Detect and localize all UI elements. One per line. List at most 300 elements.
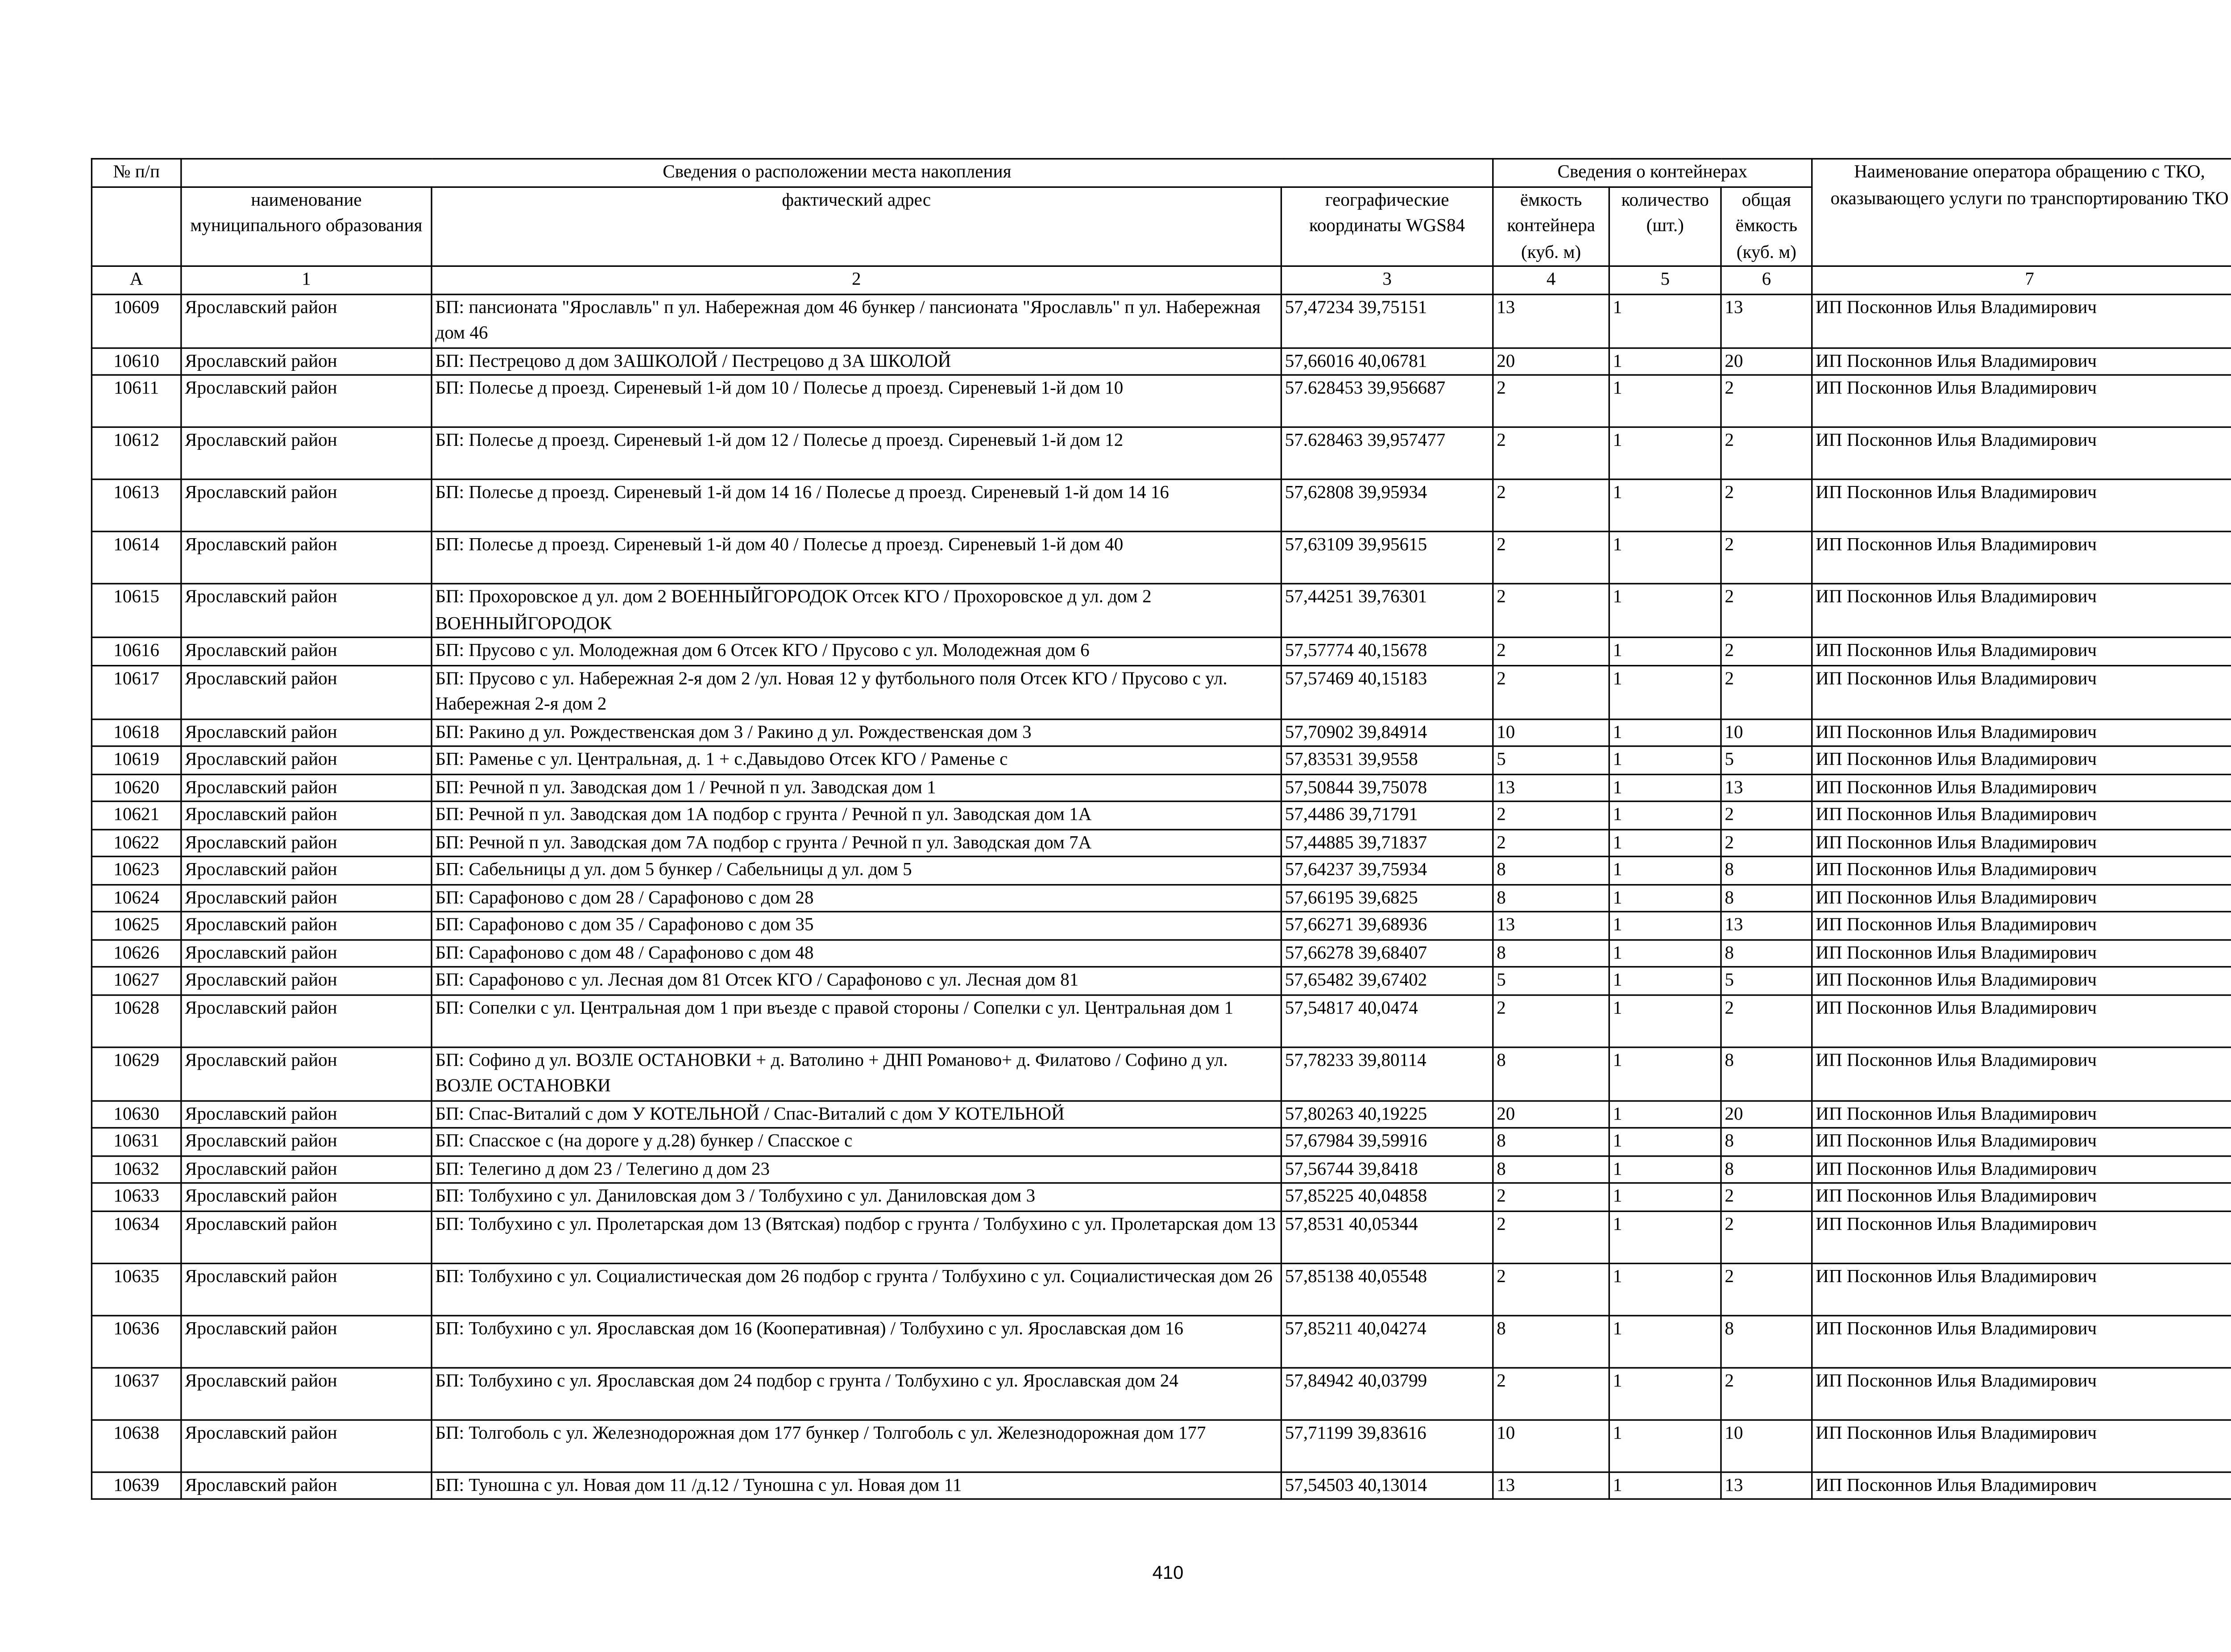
cell-municipality: Ярославский район	[181, 665, 431, 718]
cell-coords: 57,65482 39,67402	[1281, 967, 1493, 995]
cell-municipality: Ярославский район	[181, 967, 431, 995]
cell-volume: 8	[1493, 1046, 1609, 1100]
cell-address: БП: Сарафоново с ул. Лесная дом 81 Отсек КГО / Сарафоново с ул. Лесная дом 81	[431, 967, 1281, 995]
cell-operator: ИП Посконнов Илья Владимирович	[1812, 584, 2231, 637]
cell-num: 10625	[91, 912, 181, 939]
header-containers-group: Сведения о контейнерах	[1493, 159, 1812, 187]
cell-coords: 57,85225 40,04858	[1281, 1183, 1493, 1211]
header-count: количество (шт.)	[1609, 187, 1721, 266]
table-row	[91, 801, 2231, 829]
cell-count: 1	[1609, 427, 1721, 479]
cell-num: 10630	[91, 1100, 181, 1128]
cell-count: 1	[1609, 1128, 1721, 1155]
table-row	[91, 1419, 2231, 1471]
cell-count: 1	[1609, 294, 1721, 347]
cell-count: 1	[1609, 718, 1721, 746]
cell-num: 10619	[91, 746, 181, 774]
cell-total: 8	[1721, 1315, 1812, 1367]
header-num: № п/п	[91, 159, 181, 187]
cell-coords: 57,4486 39,71791	[1281, 801, 1493, 829]
cell-address: БП: Полесье д проезд. Сиреневый 1-й дом 40 / Полесье д проезд. Сиреневый 1-й дом 40	[431, 531, 1281, 584]
cell-total: 2	[1721, 801, 1812, 829]
cell-count: 1	[1609, 1046, 1721, 1100]
cell-count: 1	[1609, 1367, 1721, 1420]
cell-operator: ИП Посконнов Илья Владимирович	[1812, 1211, 2231, 1263]
cell-municipality: Ярославский район	[181, 427, 431, 479]
cell-municipality: Ярославский район	[181, 347, 431, 375]
table-row	[91, 637, 2231, 665]
cell-volume: 2	[1493, 665, 1609, 718]
cell-municipality: Ярославский район	[181, 1263, 431, 1315]
table-row	[91, 746, 2231, 774]
cell-municipality: Ярославский район	[181, 584, 431, 637]
cell-municipality: Ярославский район	[181, 912, 431, 939]
cell-volume: 13	[1493, 294, 1609, 347]
cell-num: 10612	[91, 427, 181, 479]
cell-operator: ИП Посконнов Илья Владимирович	[1812, 912, 2231, 939]
cell-count: 1	[1609, 912, 1721, 939]
cell-municipality: Ярославский район	[181, 884, 431, 912]
cell-num: 10622	[91, 829, 181, 856]
cell-total: 8	[1721, 1155, 1812, 1183]
cell-num: 10613	[91, 479, 181, 531]
cell-municipality: Ярославский район	[181, 1315, 431, 1367]
cell-volume: 2	[1493, 479, 1609, 531]
table-row	[91, 427, 2231, 479]
cell-operator: ИП Посконнов Илья Владимирович	[1812, 939, 2231, 967]
cell-municipality: Ярославский район	[181, 939, 431, 967]
cell-volume: 13	[1493, 912, 1609, 939]
cell-count: 1	[1609, 531, 1721, 584]
cell-municipality: Ярославский район	[181, 1183, 431, 1211]
cell-municipality: Ярославский район	[181, 829, 431, 856]
cell-num: 10627	[91, 967, 181, 995]
table-row	[91, 1471, 2231, 1499]
cell-coords: 57,50844 39,75078	[1281, 774, 1493, 801]
cell-municipality: Ярославский район	[181, 479, 431, 531]
cell-coords: 57,57469 40,15183	[1281, 665, 1493, 718]
cell-operator: ИП Посконнов Илья Владимирович	[1812, 637, 2231, 665]
cell-operator: ИП Посконнов Илья Владимирович	[1812, 774, 2231, 801]
cell-count: 1	[1609, 375, 1721, 427]
cell-num: 10626	[91, 939, 181, 967]
cell-total: 8	[1721, 856, 1812, 884]
cell-municipality: Ярославский район	[181, 375, 431, 427]
cell-total: 13	[1721, 1471, 1812, 1499]
cell-operator: ИП Посконнов Илья Владимирович	[1812, 1128, 2231, 1155]
cell-operator: ИП Посконнов Илья Владимирович	[1812, 1263, 2231, 1315]
cell-total: 20	[1721, 347, 1812, 375]
cell-count: 1	[1609, 967, 1721, 995]
table-row	[91, 1263, 2231, 1315]
cell-coords: 57,85138 40,05548	[1281, 1263, 1493, 1315]
cell-volume: 8	[1493, 1155, 1609, 1183]
cell-total: 13	[1721, 774, 1812, 801]
cell-operator: ИП Посконнов Илья Владимирович	[1812, 829, 2231, 856]
cell-total: 2	[1721, 427, 1812, 479]
cell-count: 1	[1609, 1419, 1721, 1471]
cell-address: БП: Прохоровское д ул. дом 2 ВОЕННЫЙГОРОДОК Отсек КГО / Прохоровское д ул. дом 2 ВОЕННЫЙГОРОДОК	[431, 584, 1281, 637]
cell-num: 10635	[91, 1263, 181, 1315]
cell-address: БП: Речной п ул. Заводская дом 7А подбор с грунта / Речной п ул. Заводская дом 7А	[431, 829, 1281, 856]
cell-coords: 57,56744 39,8418	[1281, 1155, 1493, 1183]
table-row	[91, 1315, 2231, 1367]
cell-operator: ИП Посконнов Илья Владимирович	[1812, 347, 2231, 375]
cell-num: 10618	[91, 718, 181, 746]
cell-coords: 57,66271 39,68936	[1281, 912, 1493, 939]
cell-volume: 13	[1493, 1471, 1609, 1499]
cell-address: БП: Полесье д проезд. Сиреневый 1-й дом 14 16 / Полесье д проезд. Сиреневый 1-й дом 14 16	[431, 479, 1281, 531]
cell-count: 1	[1609, 665, 1721, 718]
table-row	[91, 479, 2231, 531]
cell-address: БП: Прусово с ул. Молодежная дом 6 Отсек КГО / Прусово с ул. Молодежная дом 6	[431, 637, 1281, 665]
cell-num: 10616	[91, 637, 181, 665]
cell-volume: 2	[1493, 637, 1609, 665]
cell-total: 8	[1721, 884, 1812, 912]
cell-count: 1	[1609, 746, 1721, 774]
cell-count: 1	[1609, 1155, 1721, 1183]
cell-total: 5	[1721, 967, 1812, 995]
header-volume: ёмкость контейнера (куб. м)	[1493, 187, 1609, 266]
cell-address: БП: Прусово с ул. Набережная 2-я дом 2 /ул. Новая 12 у футбольного поля Отсек КГО / Прусово с ул. Набережная 2-я дом 2	[431, 665, 1281, 718]
cell-count: 1	[1609, 1263, 1721, 1315]
cell-address: БП: пансионата "Ярославль" п ул. Набережная дом 46 бункер / пансионата "Ярославль" п ул. Набережная дом 46	[431, 294, 1281, 347]
cell-num: 10621	[91, 801, 181, 829]
cell-coords: 57,66016 40,06781	[1281, 347, 1493, 375]
cell-operator: ИП Посконнов Илья Владимирович	[1812, 856, 2231, 884]
cell-num: 10638	[91, 1419, 181, 1471]
table-row	[91, 829, 2231, 856]
table-row	[91, 856, 2231, 884]
cell-operator: ИП Посконнов Илья Владимирович	[1812, 1419, 2231, 1471]
cell-coords: 57,47234 39,75151	[1281, 294, 1493, 347]
registry-table	[91, 158, 2231, 1500]
cell-address: БП: Речной п ул. Заводская дом 1 / Речной п ул. Заводская дом 1	[431, 774, 1281, 801]
cell-coords: 57,44885 39,71837	[1281, 829, 1493, 856]
cell-coords: 57,8531 40,05344	[1281, 1211, 1493, 1263]
cell-municipality: Ярославский район	[181, 1100, 431, 1128]
cell-municipality: Ярославский район	[181, 1128, 431, 1155]
header-operator: Наименование оператора обращению с ТКО, оказывающего услуги по транспортированию ТКО	[1812, 159, 2231, 266]
cell-operator: ИП Посконнов Илья Владимирович	[1812, 801, 2231, 829]
cell-volume: 20	[1493, 347, 1609, 375]
cell-coords: 57,80263 40,19225	[1281, 1100, 1493, 1128]
cell-volume: 8	[1493, 1315, 1609, 1367]
cell-count: 1	[1609, 856, 1721, 884]
cell-volume: 2	[1493, 375, 1609, 427]
cell-operator: ИП Посконнов Илья Владимирович	[1812, 994, 2231, 1046]
cell-volume: 2	[1493, 1263, 1609, 1315]
cell-total: 8	[1721, 1128, 1812, 1155]
cell-count: 1	[1609, 347, 1721, 375]
column-index: 4	[1493, 266, 1609, 294]
cell-volume: 2	[1493, 1211, 1609, 1263]
cell-total: 2	[1721, 479, 1812, 531]
cell-total: 13	[1721, 912, 1812, 939]
cell-count: 1	[1609, 1315, 1721, 1367]
table-row	[91, 774, 2231, 801]
cell-address: БП: Толбухино с ул. Ярославская дом 16 (Кооперативная) / Толбухино с ул. Ярославская дом 16	[431, 1315, 1281, 1367]
cell-address: БП: Туношна с ул. Новая дом 11 /д.12 / Туношна с ул. Новая дом 11	[431, 1471, 1281, 1499]
table-row	[91, 884, 2231, 912]
cell-total: 8	[1721, 1046, 1812, 1100]
cell-count: 1	[1609, 994, 1721, 1046]
cell-total: 5	[1721, 746, 1812, 774]
cell-count: 1	[1609, 479, 1721, 531]
cell-address: БП: Софино д ул. ВОЗЛЕ ОСТАНОВКИ + д. Ватолино + ДНП Романово+ д. Филатово / Софино д ул. ВОЗЛЕ ОСТАНОВКИ	[431, 1046, 1281, 1100]
table-row	[91, 1367, 2231, 1420]
cell-total: 8	[1721, 939, 1812, 967]
column-index: 2	[431, 266, 1281, 294]
cell-total: 2	[1721, 1183, 1812, 1211]
cell-coords: 57,44251 39,76301	[1281, 584, 1493, 637]
cell-address: БП: Толбухино с ул. Даниловская дом 3 / Толбухино с ул. Даниловская дом 3	[431, 1183, 1281, 1211]
cell-volume: 8	[1493, 856, 1609, 884]
cell-operator: ИП Посконнов Илья Владимирович	[1812, 1367, 2231, 1420]
cell-count: 1	[1609, 939, 1721, 967]
cell-coords: 57,70902 39,84914	[1281, 718, 1493, 746]
cell-total: 13	[1721, 294, 1812, 347]
cell-total: 2	[1721, 1211, 1812, 1263]
header-num-empty	[91, 187, 181, 266]
cell-num: 10628	[91, 994, 181, 1046]
cell-address: БП: Толбухино с ул. Социалистическая дом 26 подбор с грунта / Толбухино с ул. Социалистическая дом 26	[431, 1263, 1281, 1315]
cell-count: 1	[1609, 774, 1721, 801]
cell-operator: ИП Посконнов Илья Владимирович	[1812, 665, 2231, 718]
column-index: 3	[1281, 266, 1493, 294]
cell-operator: ИП Посконнов Илья Владимирович	[1812, 294, 2231, 347]
cell-num: 10634	[91, 1211, 181, 1263]
cell-total: 2	[1721, 665, 1812, 718]
column-index: 7	[1812, 266, 2231, 294]
cell-total: 10	[1721, 718, 1812, 746]
cell-volume: 5	[1493, 967, 1609, 995]
table-row	[91, 347, 2231, 375]
cell-municipality: Ярославский район	[181, 1367, 431, 1420]
cell-num: 10629	[91, 1046, 181, 1100]
cell-volume: 10	[1493, 1419, 1609, 1471]
cell-municipality: Ярославский район	[181, 531, 431, 584]
cell-num: 10623	[91, 856, 181, 884]
cell-municipality: Ярославский район	[181, 294, 431, 347]
cell-total: 2	[1721, 994, 1812, 1046]
column-index: 5	[1609, 266, 1721, 294]
table-row	[91, 1183, 2231, 1211]
header-address: фактический адрес	[431, 187, 1281, 266]
cell-operator: ИП Посконнов Илья Владимирович	[1812, 746, 2231, 774]
table-row	[91, 939, 2231, 967]
cell-municipality: Ярославский район	[181, 1211, 431, 1263]
cell-operator: ИП Посконнов Илья Владимирович	[1812, 1100, 2231, 1128]
cell-volume: 2	[1493, 1367, 1609, 1420]
cell-total: 10	[1721, 1419, 1812, 1471]
cell-volume: 8	[1493, 884, 1609, 912]
cell-coords: 57,84942 40,03799	[1281, 1367, 1493, 1420]
cell-operator: ИП Посконнов Илья Владимирович	[1812, 1315, 2231, 1367]
column-index: А	[91, 266, 181, 294]
cell-num: 10620	[91, 774, 181, 801]
cell-municipality: Ярославский район	[181, 718, 431, 746]
cell-address: БП: Полесье д проезд. Сиреневый 1-й дом 12 / Полесье д проезд. Сиреневый 1-й дом 12	[431, 427, 1281, 479]
cell-municipality: Ярославский район	[181, 1471, 431, 1499]
cell-operator: ИП Посконнов Илья Владимирович	[1812, 427, 2231, 479]
cell-volume: 2	[1493, 584, 1609, 637]
cell-operator: ИП Посконнов Илья Владимирович	[1812, 375, 2231, 427]
table-row	[91, 912, 2231, 939]
cell-count: 1	[1609, 584, 1721, 637]
cell-address: БП: Раменье с ул. Центральная, д. 1 + с.Давыдово Отсек КГО / Раменье с	[431, 746, 1281, 774]
cell-num: 10637	[91, 1367, 181, 1420]
table-row	[91, 994, 2231, 1046]
cell-address: БП: Пестрецово д дом ЗАШКОЛОЙ / Пестрецово д ЗА ШКОЛОЙ	[431, 347, 1281, 375]
table-row	[91, 718, 2231, 746]
cell-num: 10609	[91, 294, 181, 347]
table-row	[91, 967, 2231, 995]
cell-volume: 20	[1493, 1100, 1609, 1128]
table-row	[91, 1211, 2231, 1263]
cell-num: 10639	[91, 1471, 181, 1499]
header-total: общая ёмкость (куб. м)	[1721, 187, 1812, 266]
cell-municipality: Ярославский район	[181, 994, 431, 1046]
cell-coords: 57,54817 40,0474	[1281, 994, 1493, 1046]
cell-total: 20	[1721, 1100, 1812, 1128]
header-municipality: наименование муниципального образования	[181, 187, 431, 266]
cell-volume: 2	[1493, 1183, 1609, 1211]
cell-coords: 57,62808 39,95934	[1281, 479, 1493, 531]
cell-total: 2	[1721, 637, 1812, 665]
cell-count: 1	[1609, 1211, 1721, 1263]
cell-volume: 8	[1493, 939, 1609, 967]
cell-num: 10636	[91, 1315, 181, 1367]
cell-total: 2	[1721, 375, 1812, 427]
cell-operator: ИП Посконнов Илья Владимирович	[1812, 1183, 2231, 1211]
header-location-group: Сведения о расположении места накопления	[181, 159, 1493, 187]
cell-volume: 2	[1493, 994, 1609, 1046]
table-row	[91, 375, 2231, 427]
cell-operator: ИП Посконнов Илья Владимирович	[1812, 1046, 2231, 1100]
cell-total: 2	[1721, 1367, 1812, 1420]
cell-operator: ИП Посконнов Илья Владимирович	[1812, 884, 2231, 912]
cell-municipality: Ярославский район	[181, 746, 431, 774]
cell-count: 1	[1609, 1471, 1721, 1499]
cell-municipality: Ярославский район	[181, 774, 431, 801]
cell-volume: 13	[1493, 774, 1609, 801]
cell-municipality: Ярославский район	[181, 1419, 431, 1471]
cell-volume: 8	[1493, 1128, 1609, 1155]
cell-count: 1	[1609, 1100, 1721, 1128]
cell-coords: 57.628453 39,956687	[1281, 375, 1493, 427]
cell-address: БП: Полесье д проезд. Сиреневый 1-й дом 10 / Полесье д проезд. Сиреневый 1-й дом 10	[431, 375, 1281, 427]
cell-volume: 10	[1493, 718, 1609, 746]
header-coords: географические координаты WGS84	[1281, 187, 1493, 266]
page-number: 410	[1152, 1562, 1184, 1583]
cell-municipality: Ярославский район	[181, 1155, 431, 1183]
column-index: 1	[181, 266, 431, 294]
cell-num: 10615	[91, 584, 181, 637]
cell-total: 2	[1721, 1263, 1812, 1315]
cell-num: 10611	[91, 375, 181, 427]
cell-operator: ИП Посконнов Илья Владимирович	[1812, 531, 2231, 584]
table-row	[91, 665, 2231, 718]
cell-total: 2	[1721, 531, 1812, 584]
column-index: 6	[1721, 266, 1812, 294]
cell-coords: 57,57774 40,15678	[1281, 637, 1493, 665]
cell-count: 1	[1609, 801, 1721, 829]
cell-coords: 57,85211 40,04274	[1281, 1315, 1493, 1367]
cell-operator: ИП Посконнов Илья Владимирович	[1812, 718, 2231, 746]
cell-num: 10610	[91, 347, 181, 375]
table-row	[91, 1100, 2231, 1128]
cell-address: БП: Сарафоново с дом 35 / Сарафоново с дом 35	[431, 912, 1281, 939]
table-row	[91, 1046, 2231, 1100]
cell-operator: ИП Посконнов Илья Владимирович	[1812, 1155, 2231, 1183]
cell-total: 2	[1721, 584, 1812, 637]
cell-volume: 2	[1493, 427, 1609, 479]
cell-address: БП: Сопелки с ул. Центральная дом 1 при въезде с правой стороны / Сопелки с ул. Центральная дом 1	[431, 994, 1281, 1046]
table-row	[91, 531, 2231, 584]
cell-address: БП: Спасское с (на дороге у д.28) бункер / Спасское с	[431, 1128, 1281, 1155]
cell-municipality: Ярославский район	[181, 801, 431, 829]
cell-num: 10624	[91, 884, 181, 912]
cell-municipality: Ярославский район	[181, 637, 431, 665]
table-row	[91, 584, 2231, 637]
cell-volume: 2	[1493, 801, 1609, 829]
cell-coords: 57,66195 39,6825	[1281, 884, 1493, 912]
cell-address: БП: Толбухино с ул. Ярославская дом 24 подбор с грунта / Толбухино с ул. Ярославская дом 24	[431, 1367, 1281, 1420]
cell-operator: ИП Посконнов Илья Владимирович	[1812, 1471, 2231, 1499]
cell-municipality: Ярославский район	[181, 1046, 431, 1100]
cell-address: БП: Ракино д ул. Рождественская дом 3 / Ракино д ул. Рождественская дом 3	[431, 718, 1281, 746]
cell-coords: 57,64237 39,75934	[1281, 856, 1493, 884]
cell-count: 1	[1609, 884, 1721, 912]
cell-address: БП: Телегино д дом 23 / Телегино д дом 23	[431, 1155, 1281, 1183]
cell-address: БП: Сабельницы д ул. дом 5 бункер / Сабельницы д ул. дом 5	[431, 856, 1281, 884]
cell-volume: 5	[1493, 746, 1609, 774]
cell-num: 10631	[91, 1128, 181, 1155]
cell-coords: 57.628463 39,957477	[1281, 427, 1493, 479]
cell-volume: 2	[1493, 531, 1609, 584]
cell-num: 10617	[91, 665, 181, 718]
cell-address: БП: Речной п ул. Заводская дом 1А подбор с грунта / Речной п ул. Заводская дом 1А	[431, 801, 1281, 829]
cell-num: 10614	[91, 531, 181, 584]
cell-num: 10632	[91, 1155, 181, 1183]
cell-coords: 57,66278 39,68407	[1281, 939, 1493, 967]
cell-coords: 57,54503 40,13014	[1281, 1471, 1493, 1499]
cell-address: БП: Толбухино с ул. Пролетарская дом 13 (Вятская) подбор с грунта / Толбухино с ул. Пролетарская дом 13	[431, 1211, 1281, 1263]
cell-coords: 57,71199 39,83616	[1281, 1419, 1493, 1471]
table-row	[91, 294, 2231, 347]
cell-coords: 57,78233 39,80114	[1281, 1046, 1493, 1100]
cell-coords: 57,67984 39,59916	[1281, 1128, 1493, 1155]
cell-address: БП: Спас-Виталий с дом У КОТЕЛЬНОЙ / Спас-Виталий с дом У КОТЕЛЬНОЙ	[431, 1100, 1281, 1128]
cell-num: 10633	[91, 1183, 181, 1211]
cell-count: 1	[1609, 637, 1721, 665]
table-row	[91, 1128, 2231, 1155]
cell-address: БП: Сарафоново с дом 48 / Сарафоново с дом 48	[431, 939, 1281, 967]
cell-operator: ИП Посконнов Илья Владимирович	[1812, 479, 2231, 531]
cell-count: 1	[1609, 1183, 1721, 1211]
cell-address: БП: Сарафоново с дом 28 / Сарафоново с дом 28	[431, 884, 1281, 912]
cell-coords: 57,83531 39,9558	[1281, 746, 1493, 774]
table-row	[91, 1155, 2231, 1183]
cell-municipality: Ярославский район	[181, 856, 431, 884]
cell-volume: 2	[1493, 829, 1609, 856]
cell-total: 2	[1721, 829, 1812, 856]
cell-coords: 57,63109 39,95615	[1281, 531, 1493, 584]
cell-operator: ИП Посконнов Илья Владимирович	[1812, 967, 2231, 995]
cell-address: БП: Толгоболь с ул. Железнодорожная дом 177 бункер / Толгоболь с ул. Железнодорожная дом 177	[431, 1419, 1281, 1471]
cell-count: 1	[1609, 829, 1721, 856]
